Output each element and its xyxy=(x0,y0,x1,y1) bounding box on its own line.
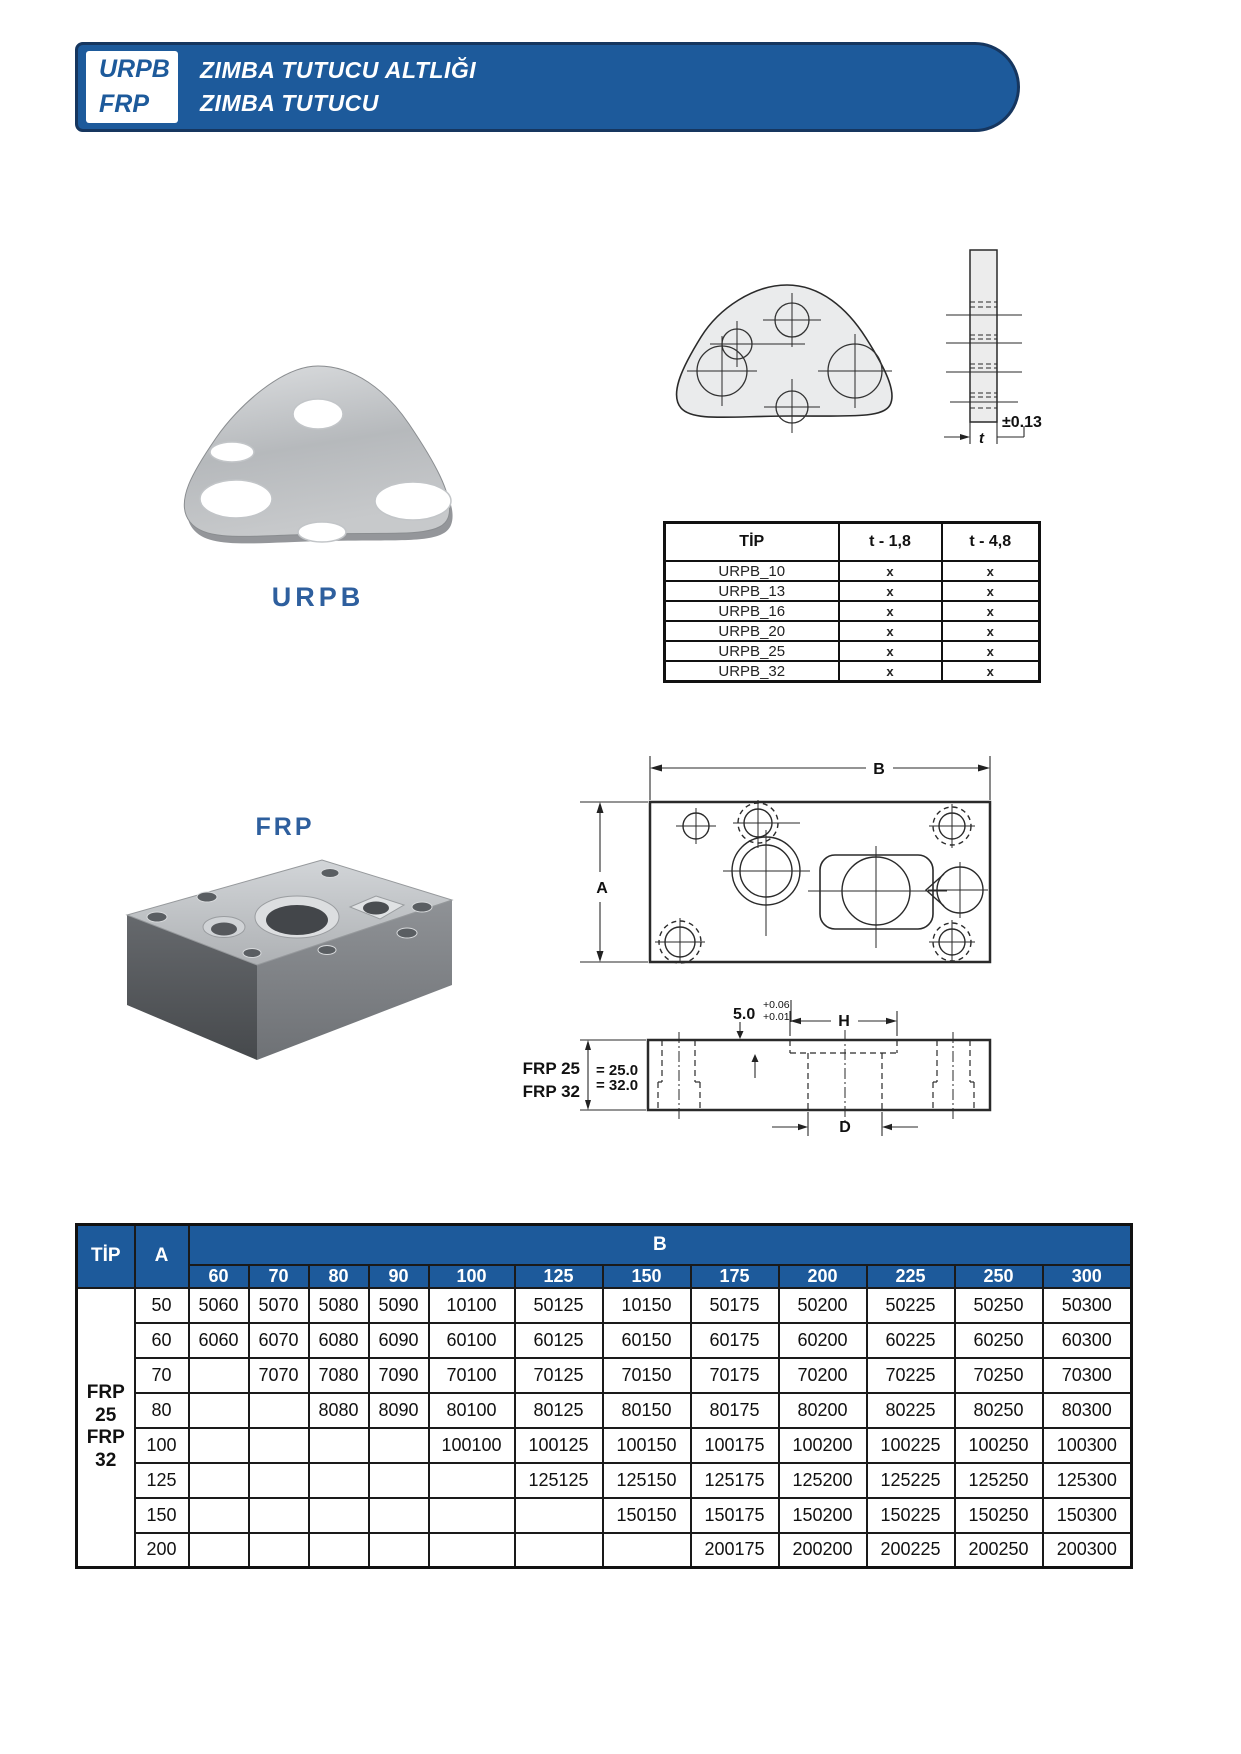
urpb-type-cell: URPB_10 xyxy=(665,561,839,581)
availability-cell: x xyxy=(839,621,942,641)
frp32-label: FRP 32 xyxy=(522,1082,580,1101)
a-value-cell: 100 xyxy=(135,1428,189,1463)
size-cell xyxy=(309,1428,369,1463)
size-cell: 60125 xyxy=(515,1323,603,1358)
size-cell: 70150 xyxy=(603,1358,691,1393)
product-code-frp: FRP xyxy=(99,89,149,118)
size-cell xyxy=(515,1533,603,1568)
availability-cell: x xyxy=(839,561,942,581)
tolerance-label: ±0.13 xyxy=(1002,414,1042,431)
size-cell: 100250 xyxy=(955,1428,1043,1463)
size-cell: 70200 xyxy=(779,1358,867,1393)
size-cell xyxy=(189,1358,249,1393)
size-cell: 150225 xyxy=(867,1498,955,1533)
b-col-header: 200 xyxy=(779,1265,867,1288)
size-cell: 8090 xyxy=(369,1393,429,1428)
size-cell: 5070 xyxy=(249,1288,309,1323)
size-cell xyxy=(309,1498,369,1533)
size-cell xyxy=(189,1393,249,1428)
hole-crosshairs xyxy=(655,800,988,961)
urpb-type-cell: URPB_16 xyxy=(665,601,839,621)
dim-b-label: B xyxy=(873,761,885,778)
frp-product-photo xyxy=(112,845,462,1080)
size-cell xyxy=(189,1428,249,1463)
size-cell: 70100 xyxy=(429,1358,515,1393)
size-cell: 6090 xyxy=(369,1323,429,1358)
urpb-product-photo xyxy=(160,352,480,564)
size-cell: 60300 xyxy=(1043,1323,1132,1358)
size-cell: 200300 xyxy=(1043,1533,1132,1568)
size-cell xyxy=(515,1498,603,1533)
frp-size-table xyxy=(75,1223,1133,1569)
b-col-header: 60 xyxy=(189,1265,249,1288)
urpb-variant-table xyxy=(663,521,1041,683)
size-cell: 60200 xyxy=(779,1323,867,1358)
holes xyxy=(659,803,983,963)
size-cell: 125225 xyxy=(867,1463,955,1498)
frp-photo-label: FRP xyxy=(255,813,315,841)
depth-tol-upper: +0.06 xyxy=(763,999,790,1011)
size-cell: 150200 xyxy=(779,1498,867,1533)
a-value-cell: 125 xyxy=(135,1463,189,1498)
size-cell: 150175 xyxy=(691,1498,779,1533)
size-cell xyxy=(249,1498,309,1533)
dim-h-label: H xyxy=(838,1013,850,1030)
size-cell: 100175 xyxy=(691,1428,779,1463)
frp-top-view-drawing xyxy=(555,750,1005,975)
size-cell: 80100 xyxy=(429,1393,515,1428)
a-value-cell: 200 xyxy=(135,1533,189,1568)
size-cell: 6070 xyxy=(249,1323,309,1358)
size-cell: 200225 xyxy=(867,1533,955,1568)
table-row xyxy=(665,621,1040,641)
size-cell: 7090 xyxy=(369,1358,429,1393)
size-cell: 80225 xyxy=(867,1393,955,1428)
size-cell xyxy=(249,1428,309,1463)
b-col-header: 300 xyxy=(1043,1265,1132,1288)
size-cell: 80300 xyxy=(1043,1393,1132,1428)
size-cell: 50300 xyxy=(1043,1288,1132,1323)
size-cell: 50125 xyxy=(515,1288,603,1323)
b-dimension xyxy=(650,756,990,800)
b-col-header: 100 xyxy=(429,1265,515,1288)
size-cell: 100300 xyxy=(1043,1428,1132,1463)
urpb-side-drawing xyxy=(930,240,1110,460)
size-cell: 125175 xyxy=(691,1463,779,1498)
availability-cell: x xyxy=(942,661,1040,682)
size-cell: 125200 xyxy=(779,1463,867,1498)
urpb-type-cell: URPB_20 xyxy=(665,621,839,641)
table-row xyxy=(665,601,1040,621)
availability-cell: x xyxy=(839,661,942,682)
table-row xyxy=(77,1288,1132,1323)
b-col-header: 90 xyxy=(369,1265,429,1288)
size-cell: 70175 xyxy=(691,1358,779,1393)
b-col-header: 150 xyxy=(603,1265,691,1288)
dim-d-label: D xyxy=(839,1119,851,1136)
table-row xyxy=(77,1428,1132,1463)
frp25-label: FRP 25 xyxy=(522,1059,580,1078)
size-cell: 150300 xyxy=(1043,1498,1132,1533)
b-col-header: 225 xyxy=(867,1265,955,1288)
availability-cell: x xyxy=(942,581,1040,601)
size-cell: 100100 xyxy=(429,1428,515,1463)
b-subheader-row xyxy=(77,1265,1132,1288)
size-cell xyxy=(249,1393,309,1428)
size-cell: 50225 xyxy=(867,1288,955,1323)
size-cell: 6080 xyxy=(309,1323,369,1358)
table-row xyxy=(665,561,1040,581)
tip-header: TİP xyxy=(665,523,839,562)
a-value-cell: 150 xyxy=(135,1498,189,1533)
size-cell xyxy=(309,1463,369,1498)
size-cell xyxy=(603,1533,691,1568)
b-col-header: 250 xyxy=(955,1265,1043,1288)
size-cell: 125125 xyxy=(515,1463,603,1498)
availability-cell: x xyxy=(839,581,942,601)
t48-header: t - 4,8 xyxy=(942,523,1040,562)
urpb-type-cell: URPB_13 xyxy=(665,581,839,601)
size-cell: 10100 xyxy=(429,1288,515,1323)
size-cell: 80200 xyxy=(779,1393,867,1428)
size-cell: 70300 xyxy=(1043,1358,1132,1393)
size-cell: 70250 xyxy=(955,1358,1043,1393)
availability-cell: x xyxy=(839,601,942,621)
urpb-plan-drawing xyxy=(590,238,930,443)
availability-cell: x xyxy=(942,641,1040,661)
title-frp: ZIMBA TUTUCU xyxy=(200,90,379,116)
table-row xyxy=(665,581,1040,601)
size-cell: 150250 xyxy=(955,1498,1043,1533)
table-row xyxy=(665,641,1040,661)
size-cell: 5090 xyxy=(369,1288,429,1323)
table-header-row xyxy=(665,523,1040,562)
frp25-value: = 25.0 xyxy=(596,1062,639,1079)
size-cell: 80175 xyxy=(691,1393,779,1428)
size-cell xyxy=(309,1533,369,1568)
thickness-label: t xyxy=(979,430,984,447)
center-lines xyxy=(679,1030,953,1122)
size-cell: 125150 xyxy=(603,1463,691,1498)
b-col-header: 80 xyxy=(309,1265,369,1288)
size-cell: 60175 xyxy=(691,1323,779,1358)
urpb-photo-label: URPB xyxy=(271,582,365,612)
table-row xyxy=(77,1463,1132,1498)
size-cell: 50200 xyxy=(779,1288,867,1323)
tip-column-header: TİP xyxy=(77,1225,135,1288)
size-cell: 80150 xyxy=(603,1393,691,1428)
availability-cell: x xyxy=(942,621,1040,641)
size-cell: 80125 xyxy=(515,1393,603,1428)
size-cell: 5080 xyxy=(309,1288,369,1323)
table-row xyxy=(665,661,1040,682)
size-cell xyxy=(189,1498,249,1533)
availability-cell: x xyxy=(839,641,942,661)
size-cell: 70125 xyxy=(515,1358,603,1393)
a-dimension xyxy=(580,802,648,962)
table-row xyxy=(77,1393,1132,1428)
a-value-cell: 60 xyxy=(135,1323,189,1358)
size-cell: 200175 xyxy=(691,1533,779,1568)
b-col-header: 175 xyxy=(691,1265,779,1288)
size-cell: 8080 xyxy=(309,1393,369,1428)
size-cell: 60225 xyxy=(867,1323,955,1358)
table-header-row xyxy=(77,1225,1132,1265)
title-urpb: ZIMBA TUTUCU ALTLIĞI xyxy=(200,56,477,83)
table-row xyxy=(77,1323,1132,1358)
a-column-header: A xyxy=(135,1225,189,1288)
size-cell: 125250 xyxy=(955,1463,1043,1498)
availability-cell: x xyxy=(942,601,1040,621)
product-codes-box xyxy=(86,51,178,123)
a-value-cell: 80 xyxy=(135,1393,189,1428)
size-cell: 100125 xyxy=(515,1428,603,1463)
product-titles xyxy=(178,45,476,129)
table-row xyxy=(77,1533,1132,1568)
table-row xyxy=(77,1358,1132,1393)
product-code-urpb: URPB xyxy=(99,55,170,83)
size-cell: 100150 xyxy=(603,1428,691,1463)
table-row xyxy=(77,1498,1132,1533)
tip-value-cell: FRP 25 FRP 32 xyxy=(77,1288,135,1568)
size-cell: 60150 xyxy=(603,1323,691,1358)
size-cell xyxy=(249,1463,309,1498)
size-cell: 125300 xyxy=(1043,1463,1132,1498)
size-cell xyxy=(369,1533,429,1568)
a-value-cell: 50 xyxy=(135,1288,189,1323)
size-cell xyxy=(369,1498,429,1533)
size-cell: 10150 xyxy=(603,1288,691,1323)
size-cell: 7080 xyxy=(309,1358,369,1393)
b-col-header: 70 xyxy=(249,1265,309,1288)
dim-a-label: A xyxy=(596,880,608,897)
size-cell xyxy=(249,1533,309,1568)
a-value-cell: 70 xyxy=(135,1358,189,1393)
availability-cell: x xyxy=(942,561,1040,581)
size-cell: 50250 xyxy=(955,1288,1043,1323)
size-cell: 100225 xyxy=(867,1428,955,1463)
size-cell xyxy=(189,1533,249,1568)
size-cell xyxy=(429,1498,515,1533)
center-bore xyxy=(255,896,339,938)
left-counterbore xyxy=(203,917,245,938)
size-cell xyxy=(369,1428,429,1463)
size-cell: 80250 xyxy=(955,1393,1043,1428)
depth-label: 5.0 xyxy=(733,1006,756,1023)
urpb-type-cell: URPB_32 xyxy=(665,661,839,682)
slot-hidden-lines xyxy=(658,1040,974,1109)
size-cell: 7070 xyxy=(249,1358,309,1393)
depth-tol-lower: +0.01 xyxy=(763,1011,790,1023)
header-banner xyxy=(75,42,1020,132)
size-cell: 200200 xyxy=(779,1533,867,1568)
size-cell xyxy=(369,1463,429,1498)
frp32-value: = 32.0 xyxy=(596,1077,639,1094)
size-cell xyxy=(429,1463,515,1498)
b-col-header: 125 xyxy=(515,1265,603,1288)
size-cell xyxy=(189,1463,249,1498)
size-cell: 50175 xyxy=(691,1288,779,1323)
t18-header: t - 1,8 xyxy=(839,523,942,562)
urpb-type-cell: URPB_25 xyxy=(665,641,839,661)
size-cell: 70225 xyxy=(867,1358,955,1393)
size-cell: 200250 xyxy=(955,1533,1043,1568)
size-cell: 100200 xyxy=(779,1428,867,1463)
size-cell: 5060 xyxy=(189,1288,249,1323)
size-cell: 60250 xyxy=(955,1323,1043,1358)
frp-side-view-drawing xyxy=(450,988,1010,1148)
size-cell: 150150 xyxy=(603,1498,691,1533)
b-group-header: B xyxy=(189,1225,1132,1265)
size-cell: 60100 xyxy=(429,1323,515,1358)
size-cell xyxy=(429,1533,515,1568)
size-cell: 6060 xyxy=(189,1323,249,1358)
